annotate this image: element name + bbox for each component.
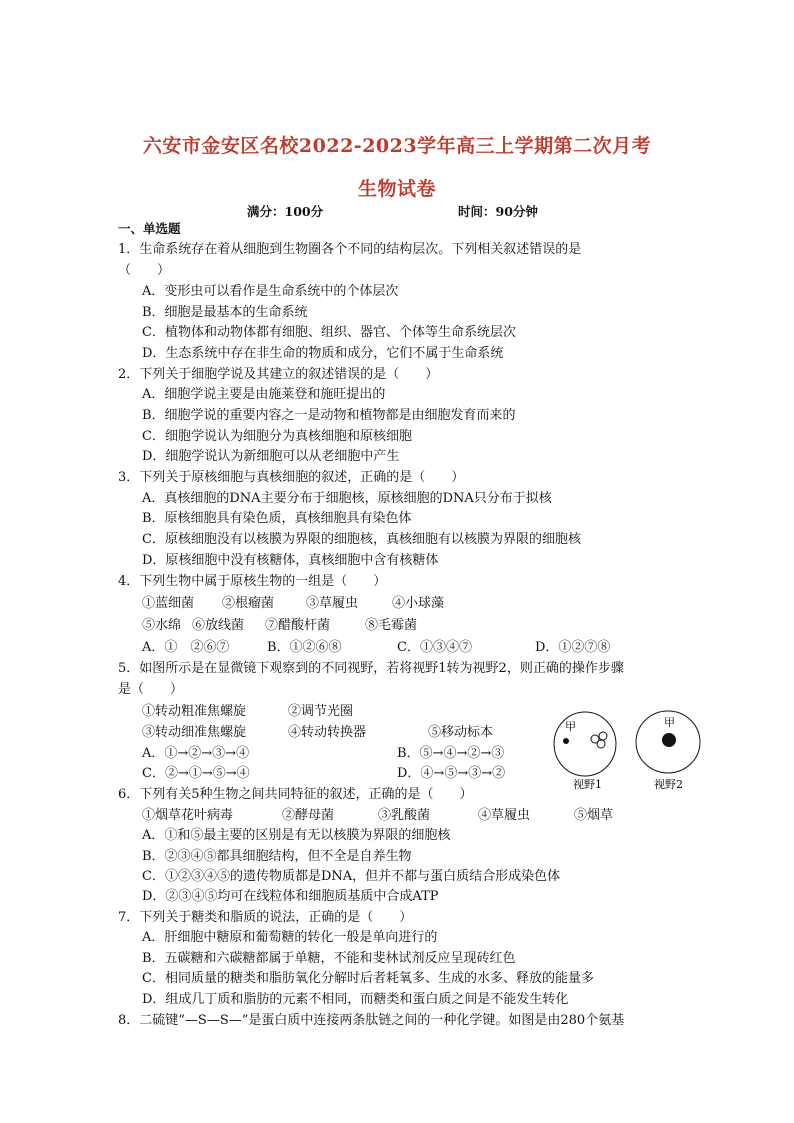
question-7-option-a: A．肝细胞中糖原和葡萄糖的转化一般是单向进行的 [142,930,438,945]
question-5-step: ②调节光圈 [288,704,354,719]
question-3-option-b: B．原核细胞具有染色质，真核细胞具有染色体 [142,511,412,526]
view-2-jia-label: 甲 [664,716,675,729]
question-5-option-c: C．②→①→⑤→④ [142,766,250,781]
section-heading: 一、单选题 [118,221,181,236]
question-5-stem: 5．如图所示是在显微镜下观察到的不同视野，若将视野1转为视野2，则正确的操作步骤 [118,661,624,676]
question-8-stem: 8．二硫键“—S—S—”是蛋白质中连接两条肽链之间的一种化学键。如图是由280个氨基 [118,1013,625,1028]
question-4-item: ⑥放线菌 [192,618,245,633]
question-3-option-d: D．原核细胞中没有核糖体，真核细胞中含有核糖体 [142,553,439,568]
exam-title: 六安市金安区名校2022-2023学年高三上学期第二次月考 [142,135,652,157]
question-5-step: ⑤移动标本 [428,725,494,740]
question-2-stem: 2．下列关于细胞学说及其建立的叙述错误的是（ ） [118,367,439,382]
question-6-option-d: D．②③④⑤均可在线粒体和细胞质基质中合成ATP [142,889,439,904]
question-5-step: ①转动粗准焦螺旋 [142,704,247,719]
question-6-item: ②酵母菌 [282,808,335,823]
view-1-caption: 视野1 [573,778,602,791]
question-1-option-b: B．细胞是最基本的生命系统 [142,305,308,320]
question-7-option-d: D．组成几丁质和脂肪的元素不相同，而糖类和蛋白质之间是不能发生转化 [142,992,569,1007]
question-5-stem-cont: 是（ ） [118,682,184,697]
question-4-option-c: C．①③④⑦ [397,640,472,655]
view-1-jia-label: 甲 [565,720,576,733]
question-4-option-b: B．①②⑥⑧ [267,640,342,655]
question-3-option-a: A．真核细胞的DNA主要分布于细胞核，原核细胞的DNA只分布于拟核 [142,491,552,506]
question-1-option-d: D．生态系统中存在非生命的物质和成分，它们不属于生命系统 [142,346,504,361]
question-6-option-a: A．①和⑤最主要的区别是有无以核膜为界限的细胞核 [142,828,451,843]
question-4-option-d: D．①②⑦⑧ [535,640,611,655]
question-6-item: ①烟草花叶病毒 [142,808,234,823]
question-7-stem: 7．下列关于糖类和脂质的说法，正确的是（ ） [118,910,413,925]
question-5-option-b: B．⑤→④→②→③ [397,746,505,761]
question-4-item: ①蓝细菌 [142,596,195,611]
question-3-option-c: C．原核细胞没有以核膜为界限的细胞核，真核细胞有以核膜为界限的细胞核 [142,532,581,547]
full-score: 满分：100分 [247,204,324,219]
question-4-item: ⑤水绵 [142,618,182,633]
exam-subtitle: 生物试卷 [357,178,436,200]
question-2-option-a: A．细胞学说主要是由施莱登和施旺提出的 [142,387,386,402]
exam-time: 时间：90分钟 [458,204,538,219]
question-6-option-b: B．②③④⑤都具细胞结构，但不全是自养生物 [142,849,412,864]
question-4-item: ⑦醋酸杆菌 [265,618,331,633]
question-1-paren: （ ） [118,263,171,278]
view-1-cell [599,732,607,740]
question-2-option-b: B．细胞学说的重要内容之一是动物和植物都是由细胞发育而来的 [142,408,516,423]
question-2-option-c: C．细胞学说认为细胞分为真核细胞和原核细胞 [142,429,412,444]
question-6-stem: 6．下列有关5种生物之间共同特征的叙述，正确的是（ ） [118,787,473,802]
view-1-dot [563,738,569,744]
question-4-option-a: A．① ②⑥⑦ [142,640,230,655]
question-6-item: ⑤烟草 [574,808,614,823]
question-7-option-b: B．五碳糖和六碳糖都属于单糖，不能和斐林试剂反应呈现砖红色 [142,951,516,966]
question-4-item: ④小球藻 [392,596,445,611]
view-1-circle [554,712,616,776]
question-4-item: ⑧毛霉菌 [365,618,418,633]
view-2-caption: 视野2 [654,778,683,791]
question-1-option-c: C．植物体和动物体都有细胞、组织、器官、个体等生命系统层次 [142,325,516,340]
question-5-option-d: D．④→⑤→③→② [397,766,506,781]
question-1-stem: 1．生命系统存在着从细胞到生物圈各个不同的结构层次。下列相关叙述错误的是 [118,242,582,257]
question-4-stem: 4．下列生物中属于原核生物的一组是（ ） [118,574,387,589]
question-6-item: ④草履虫 [478,808,531,823]
question-7-option-c: C．相同质量的糖类和脂肪氧化分解时后者耗氧多、生成的水多、释放的能量多 [142,971,594,986]
microscope-views-figure [548,708,728,798]
view-2-dot [662,733,676,747]
question-4-item: ②根瘤菌 [222,596,275,611]
question-1-option-a: A．变形虫可以看作是生命系统中的个体层次 [142,284,399,299]
question-6-option-c: C．①②③④⑤的遗传物质都是DNA，但并不都与蛋白质结合形成染色体 [142,869,561,884]
question-4-item: ③草履虫 [306,596,359,611]
question-5-option-a: A．①→②→③→④ [142,746,250,761]
question-5-step: ③转动细准焦螺旋 [142,725,247,740]
view-1-cell [597,740,605,748]
question-2-option-d: D．细胞学说认为新细胞可以从老细胞中产生 [142,449,400,464]
question-5-step: ④转动转换器 [288,725,367,740]
question-3-stem: 3．下列关于原核细胞与真核细胞的叙述，正确的是（ ） [118,470,465,485]
question-6-item: ③乳酸菌 [378,808,431,823]
